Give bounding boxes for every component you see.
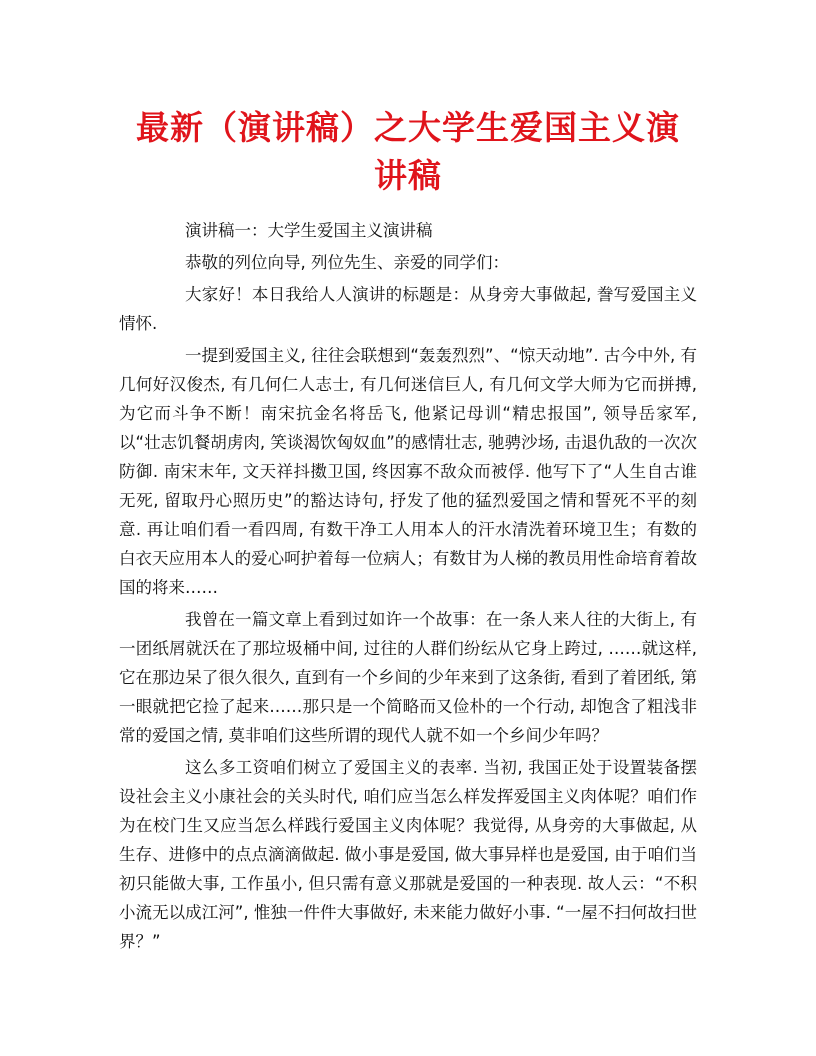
paragraph-body: 这么多工资咱们树立了爱国主义的表率. 当初, 我国正处于设置装备摆设社会主义小康社会的关头时代, 咱们应当怎么样发挥爱国主义肉体呢？咱们作为在校门生又应当怎么样践行爱国主义肉体呢？我觉得, 从身旁的大事做起, 从生存、进修中的点点滴滴做起. 做小事是爱国, 做大事异样也是爱国, 由于咱们当初只能做大事, 工作虽小, 但只需有意义那就是爱国的一种表现. 故人云：“不积小流无以成江河”, 惟独一件件大事做好, 未来能力做好小事. “一屋不扫何故扫世界？” (119, 758, 697, 951)
document-body (119, 216, 697, 959)
document-title: 最新（演讲稿）之大学生爱国主义演讲稿 (136, 108, 680, 195)
paragraph-body: 一提到爱国主义, 往往会联想到“轰轰烈烈”、“惊天动地”. 古今中外, 有几何好汉俊杰, 有几何仁人志士, 有几何迷信巨人, 有几何文学大师为它而拼搏, 为它而斗争不断！南宋抗金名将岳飞, 他紧记母训“精忠报国”, 领导岳家军, 以“壮志饥餐胡虏肉, 笑谈渴饮匈奴血”的感情壮志, 驰骋沙场, 击退仇敌的一次次防御. 南宋末年, 文天祥抖擞卫国, 终因寡不敌众而被俘. 他写下了“人生自古谁无死, 留取丹心照历史”的豁达诗句, 抒发了他的猛烈爱国之情和誓死不平的刻意. 再让咱们看一看四周, 有数干净工人用本人的汗水清洗着环境卫生；有数的白衣天应用本人的爱心呵护着每一位病人；有数甘为人梯的教员用性命培育着故国的将来…… (119, 346, 697, 597)
paragraph-body: 我曾在一篇文章上看到过如许一个故事：在一条人来人往的大街上, 有一团纸屑就沃在了那垃圾桶中间, 过往的人群们纷纭从它身上跨过, ……就这样, 它在那边呆了很久很久, 直到有一个乡间的少年来到了这条街, 看到了着团纸, 第一眼就把它捡了起来……那只是一个简略而又俭朴的一个行动, 却饱含了粗浅非常的爱国之情, 莫非咱们这些所谓的现代人就不如一个乡间少年吗？ (119, 610, 697, 745)
paragraph-heading: 演讲稿一：大学生爱国主义演讲稿 (185, 221, 433, 240)
paragraph-salutation: 恭敬的列位向导, 列位先生、亲爱的同学们： (185, 253, 509, 272)
paragraph-greeting: 大家好！本日我给人人演讲的标题是：从身旁大事做起, 誊写爱国主义情怀. (119, 285, 697, 333)
